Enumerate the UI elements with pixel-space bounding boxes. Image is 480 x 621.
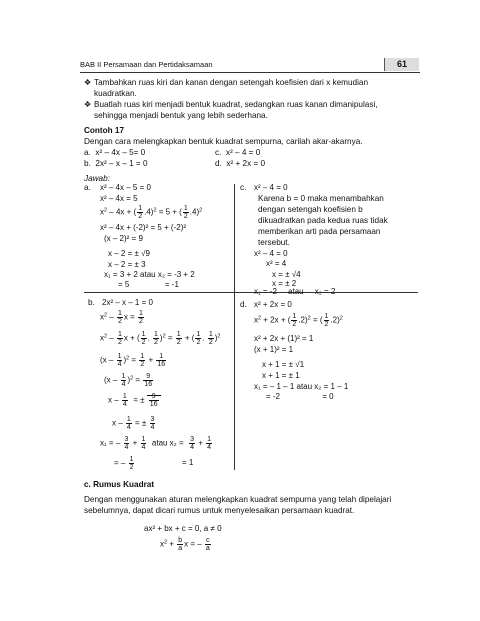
part-d-line-3: x² + 2x + (1)² = 1 <box>254 334 314 343</box>
part-b-line-3: $x^2$ – $\frac{1}{2}$ x + ( $\frac{1}{2}$ . $\frac{1}{2}$ )$^2$ = $\frac{1}{2}$ + ( $\frac{1}{2}$ . $\frac{1}{2}$ )$^2$ <box>100 331 221 346</box>
problem-c: c. x² – 4 = 0 <box>215 148 261 157</box>
part-a-line-8: x₁ = 3 + 2 atau x₂ = -3 + 2 <box>104 270 195 279</box>
part-b-line-4: (x – $\frac{1}{4}$ )$^2$ = $\frac{1}{2}$ + $\frac{1}{16}$ <box>100 353 166 368</box>
problem-d: d. x² + 2x = 0 <box>215 159 266 168</box>
section-para-1: Dengan menggunakan aturan melengkapkan kuadrat sempurna yang telah dipelajari <box>84 495 392 504</box>
chapter-title: BAB II Persamaan dan Pertidaksamaan <box>80 60 213 69</box>
example-instruction: Dengan cara melengkapkan bentuk kuadrat sempurna, carilah akar-akarnya. <box>84 137 363 146</box>
formula-2: $x^2$ + $\frac{b}{a}$ x = – $\frac{c}{a}$ <box>160 537 210 552</box>
part-a-line-7: x – 2 = ± 3 <box>108 260 146 269</box>
part-d-line-1: x² + 2x = 0 <box>254 300 292 309</box>
part-c-para-2: dengan setengah koefisien b <box>258 205 363 214</box>
part-d-line-7: x₁ = – 1 – 1 atau x₂ = 1 – 1 <box>254 382 349 391</box>
bullet-item-2-cont: sehingga menjadi bentuk yang lebih sederhana. <box>94 111 268 120</box>
part-c-label: c. <box>240 183 247 192</box>
part-c-line-6: x₁ = -2 atau x₂ = 2 <box>254 287 336 296</box>
part-c-para-1: Karena b = 0 maka menambahkan <box>258 194 384 203</box>
part-a-line-3: $x^2 - 4x$ + ( $\frac{1}{2}$ .4)$^2$ = 5 + ( $\frac{1}{2}$ .4)$^2$ <box>100 205 203 220</box>
diamond-bullet-icon: ❖ <box>84 100 92 109</box>
part-a-line-6: x – 2 = ± √9 <box>108 249 150 258</box>
header-rule <box>80 72 420 73</box>
part-d-line-6: x + 1 = ± 1 <box>262 371 300 380</box>
part-c-line-4: x = ± √4 <box>272 270 301 279</box>
problem-a-text: x² – 4x – 5= 0 <box>95 148 146 157</box>
part-a-line-1: x² – 4x – 5 = 0 <box>100 183 151 192</box>
part-b-label: b. <box>88 298 95 307</box>
x1-label: x₁ = <box>100 438 114 448</box>
bullet-item-2 <box>84 100 378 110</box>
part-c-para-5: tersebut. <box>258 238 290 247</box>
x2-label: atau x₂ = <box>151 438 184 448</box>
part-d-label: d. <box>240 300 247 309</box>
part-b-line-9: = – $\frac{1}{2}$ <box>114 456 134 471</box>
part-b-line-1: 2x² – x – 1 = 0 <box>102 298 153 307</box>
part-b-line-5: (x – $\frac{1}{4}$ )$^2$ = $\frac{9}{16}$ <box>104 373 153 388</box>
part-c-para-3: dikuadratkan pada kedua ruas tidak <box>258 216 388 225</box>
part-a-label: a. <box>84 183 91 192</box>
problem-b-text: 2x² – x – 1 = 0 <box>95 159 148 168</box>
part-d-line-5: x + 1 = ± √1 <box>262 360 305 369</box>
page-number: 61 <box>384 58 419 71</box>
part-c-line-2: x² – 4 = 0 <box>254 249 288 258</box>
part-b-line-8: x₁ = – $\frac{3}{4}$ + $\frac{1}{4}$ atau x₂ = $\frac{3}{4}$ + $\frac{1}{4}$ <box>100 436 212 451</box>
part-d-line-2: $x^2 + 2x$ + ( $\frac{1}{2}$ .2)$^2$ = ( $\frac{1}{2}$ .2)$^2$ <box>254 313 343 328</box>
formula-1: ax² + bx + c = 0, a ≠ 0 <box>144 524 222 533</box>
problem-c-text: x² – 4 = 0 <box>225 148 261 157</box>
bullet-text: Tambahkan ruas kiri dan kanan dengan setengah koefisien dari x kemudian <box>94 78 368 87</box>
part-a-line-4: x² – 4x + (-2)² = 5 + (-2)² <box>100 223 187 232</box>
part-d-line-4: (x + 1)² = 1 <box>254 345 294 354</box>
part-c-line-5: x = ± 2 <box>272 279 297 288</box>
part-b-line-2: $x^2$ – $\frac{1}{2}$ x = $\frac{1}{2}$ <box>100 310 143 325</box>
part-b-line-9b: = 1 <box>182 458 194 467</box>
grid-vline-bottom <box>234 292 235 470</box>
part-a-line-2: x² – 4x = 5 <box>100 194 138 203</box>
problem-a: a. x² – 4x – 5= 0 <box>84 148 146 157</box>
part-a-line-9: = 5 = -1 <box>118 280 179 289</box>
grid-hline <box>84 292 418 293</box>
diamond-bullet-icon: ❖ <box>84 78 92 87</box>
part-d-line-8: = -2 = 0 <box>266 392 334 401</box>
problem-d-text: x² + 2x = 0 <box>226 159 266 168</box>
part-a-line-5: (x – 2)² = 9 <box>104 234 143 243</box>
part-c-line-3: x² = 4 <box>266 259 287 268</box>
problem-b: b. 2x² – x – 1 = 0 <box>84 159 148 168</box>
part-b-line-6: x – $\frac{1}{4}$ = ± $\frac{9}{16}$ <box>108 393 161 408</box>
section-para-2: sebelumnya, dapat dicari rumus untuk menyelesaikan persamaan kuadrat. <box>84 506 355 515</box>
example-title: Contoh 17 <box>84 126 125 135</box>
part-c-line-1: x² – 4 = 0 <box>254 183 288 192</box>
section-title: c. Rumus Kuadrat <box>84 480 155 489</box>
answer-label: Jawab: <box>84 174 110 183</box>
bullet-text: Buatlah ruas kiri menjadi bentuk kuadrat, sedangkan ruas kanan dimanipulasi, <box>94 100 378 109</box>
part-b-line-7: x – $\frac{1}{4}$ = ± $\frac{3}{4}$ <box>112 416 155 431</box>
grid-vline-top <box>234 184 235 292</box>
bullet-item-1 <box>84 78 368 88</box>
bullet-item-1-cont: kuadratkan. <box>94 89 137 98</box>
part-c-para-4: memberikan arti pada persamaan <box>258 227 381 236</box>
